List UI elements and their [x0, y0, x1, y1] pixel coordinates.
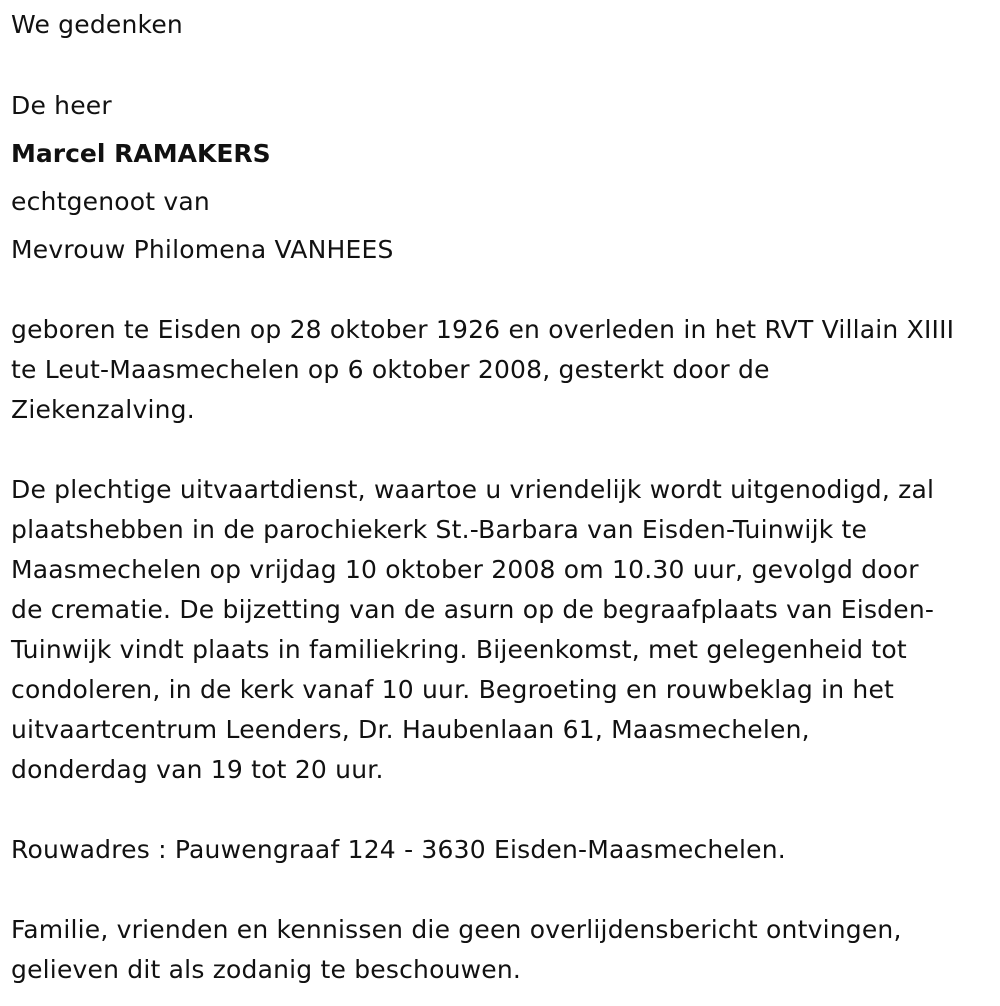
- ceremony-line: uitvaartcentrum Leenders, Dr. Haubenlaan 61, Maasmechelen,: [11, 715, 810, 744]
- ceremony-line: de crematie. De bijzetting van de asurn op de begraafplaats van Eisden-: [11, 595, 935, 624]
- spouse-name: Mevrouw Philomena VANHEES: [11, 235, 394, 264]
- ceremony-line: Tuinwijk vindt plaats in familiekring. Bijeenkomst, met gelegenheid tot: [11, 635, 907, 664]
- ceremony-line: donderdag van 19 tot 20 uur.: [11, 755, 384, 784]
- closing-line: gelieven dit als zodanig te beschouwen.: [11, 955, 522, 984]
- closing-paragraph: [11, 910, 996, 990]
- birth-death-paragraph: [11, 310, 996, 430]
- birth-death-line: te Leut-Maasmechelen op 6 oktober 2008, gesterkt door de: [11, 355, 770, 384]
- ceremony-line: plaatshebben in de parochiekerk St.-Barbara van Eisden-Tuinwijk te: [11, 515, 868, 544]
- relation: echtgenoot van: [11, 187, 210, 216]
- deceased-name: Marcel RAMAKERS: [11, 139, 271, 168]
- title-prefix: De heer: [11, 91, 112, 120]
- closing-line: Familie, vrienden en kennissen die geen overlijdensbericht ontvingen,: [11, 915, 902, 944]
- ceremony-paragraph: [11, 470, 996, 790]
- ceremony-line: Maasmechelen op vrijdag 10 oktober 2008 om 10.30 uur, gevolgd door: [11, 555, 919, 584]
- ceremony-line: De plechtige uitvaartdienst, waartoe u vriendelijk wordt uitgenodigd, zal: [11, 475, 935, 504]
- mourning-address: Rouwadres : Pauwengraaf 124 - 3630 Eisden-Maasmechelen.: [11, 835, 786, 864]
- birth-death-line: geboren te Eisden op 28 oktober 1926 en overleden in het RVT Villain XIIII: [11, 315, 955, 344]
- heading: We gedenken: [11, 10, 183, 39]
- ceremony-line: condoleren, in de kerk vanaf 10 uur. Begroeting en rouwbeklag in het: [11, 675, 895, 704]
- birth-death-line: Ziekenzalving.: [11, 395, 195, 424]
